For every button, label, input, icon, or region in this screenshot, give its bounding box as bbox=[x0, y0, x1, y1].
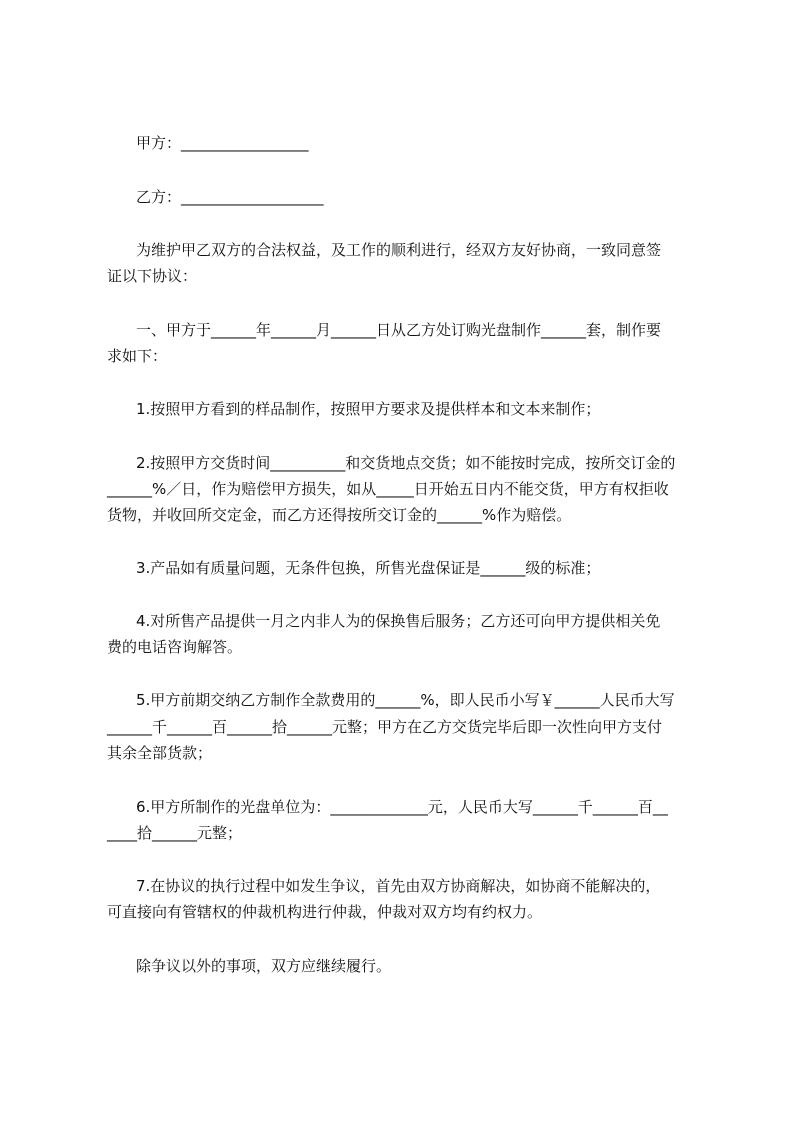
item-4-line-1: 4.对所售产品提供一月之内非人为的保换售后服务；乙方还可向甲方提供相关免 bbox=[136, 612, 661, 630]
item-5-line-2: ______千______百______拾______元整；甲方在乙方交货完毕后即一次性向甲方支付 bbox=[107, 718, 663, 736]
item-6-line-1: 6.甲方所制作的光盘单位为：_____________元，人民币大写______千______百__ bbox=[136, 798, 668, 816]
item-2-line-2: ______%／日，作为赔偿甲方损失，如从_____日开始五日内不能交货，甲方有权拒收 bbox=[107, 480, 669, 498]
item-5-line-3: 其余全部货款； bbox=[107, 744, 213, 762]
item-7-line-1: 7.在协议的执行过程中如发生争议，首先由双方协商解决，如协商不能解决的， bbox=[136, 877, 661, 895]
intro-line-1: 为维护甲乙双方的合法权益，及工作的顺利进行，经双方友好协商，一致同意签 bbox=[136, 241, 662, 259]
item-4-line-2: 费的电话咨询解答。 bbox=[107, 638, 243, 656]
intro-line-2: 证以下协议： bbox=[107, 267, 198, 285]
party-b-line: 乙方：___________________ bbox=[136, 188, 324, 206]
item-6-line-2: ____拾______元整； bbox=[107, 824, 243, 842]
clause-1-line-2: 求如下： bbox=[107, 347, 168, 365]
item-5-line-1: 5.甲方前期交纳乙方制作全款费用的______%，即人民币小写￥______人民币大写 bbox=[136, 691, 675, 709]
item-1-line-1: 1.按照甲方看到的样品制作，按照甲方要求及提供样本和文本来制作； bbox=[136, 400, 601, 418]
item-7-line-2: 可直接向有管辖权的仲裁机构进行仲裁，仲裁对双方均有约权力。 bbox=[107, 903, 543, 921]
party-a-line: 甲方：_________________ bbox=[136, 134, 309, 152]
item-3-line-1: 3.产品如有质量问题，无条件包换，所售光盘保证是______级的标准； bbox=[136, 559, 601, 577]
item-2-line-3: 货物，并收回所交定金，而乙方还得按所交订金的______%作为赔偿。 bbox=[107, 506, 572, 524]
clause-1-line-1: 一、甲方于______年______月______日从乙方处订购光盘制作______套，制作要 bbox=[136, 321, 662, 339]
closing-line: 除争议以外的事项，双方应继续履行。 bbox=[136, 957, 392, 975]
item-2-line-1: 2.按照甲方交货时间__________和交货地点交货；如不能按时完成，按所交订金的 bbox=[136, 454, 676, 472]
